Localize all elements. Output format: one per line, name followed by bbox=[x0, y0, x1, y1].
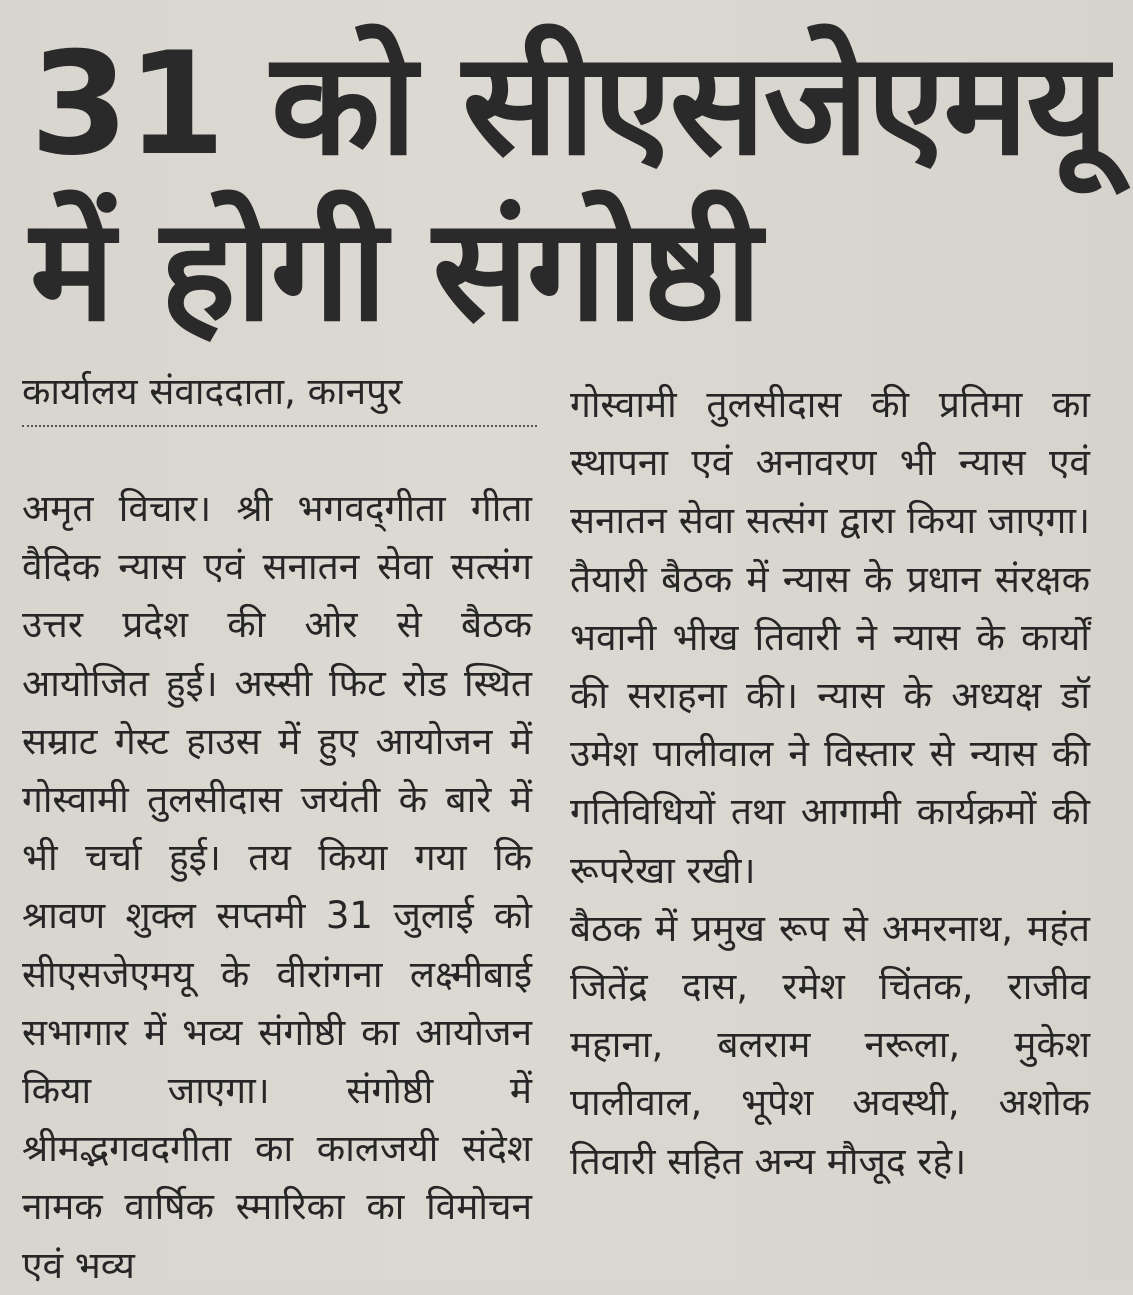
headline-line-2: में होगी संगोष्ठी bbox=[30, 188, 760, 353]
headline bbox=[30, 22, 1110, 354]
dateline: कार्यालय संवाददाता, कानपुर bbox=[22, 370, 403, 413]
article-paragraph: अमृत विचार। श्री भगवद्‌गीता गीता वैदिक न्यास एवं सनातन सेवा सत्संग उत्तर प्रदेश की ओर से बैठक आयोजित हुई। अस्सी फिट रोड स्थित सम्राट गेस्ट हाउस में हुए आयोजन में गोस्वामी तुलसीदास जयंती के बारे में भी चर्चा हुई। तय किया गया कि श्रावण शुक्ल सप्तमी 31 जुलाई को सीएसजेएमयू के वीरांगना लक्ष्मीबाई सभागार में भव्य संगोष्ठी का आयोजन किया जाएगा। संगोष्ठी में श्रीमद्भगवदगीता का कालजयी संदेश नामक वार्षिक स्मारिका का विमोचन एवं भव्य bbox=[22, 487, 532, 1287]
article-paragraph-continued: गोस्वामी तुलसीदास की प्रतिमा का स्थापना एवं अनावरण भी न्यास एवं सनातन सेवा सत्संग द्वारा किया जाएगा। तैयारी बैठक में न्यास के प्रधान संरक्षक भवानी भीख तिवारी ने न्यास के कार्यों की सराहना की। न्यास के अध्यक्ष डॉ उमेश पालीवाल ने विस्तार से न्यास की गतिविधियों तथा आगामी कार्यक्रमों की रूपरेखा रखी। bbox=[570, 383, 1090, 892]
article-column-right bbox=[570, 376, 1090, 1191]
article-paragraph-attendees: बैठक में प्रमुख रूप से अमरनाथ, महंत जितेंद्र दास, रमेश चिंतक, राजीव महाना, बलराम नरूला, मुकेश पालीवाल, भूपेश अवस्थी, अशोक तिवारी सहित अन्य मौजूद रहे। bbox=[570, 906, 1090, 1183]
dotted-divider bbox=[22, 425, 537, 427]
article-column-left bbox=[22, 480, 532, 1295]
headline-line-1: 31 को सीएसजेएमयू bbox=[30, 22, 1107, 187]
